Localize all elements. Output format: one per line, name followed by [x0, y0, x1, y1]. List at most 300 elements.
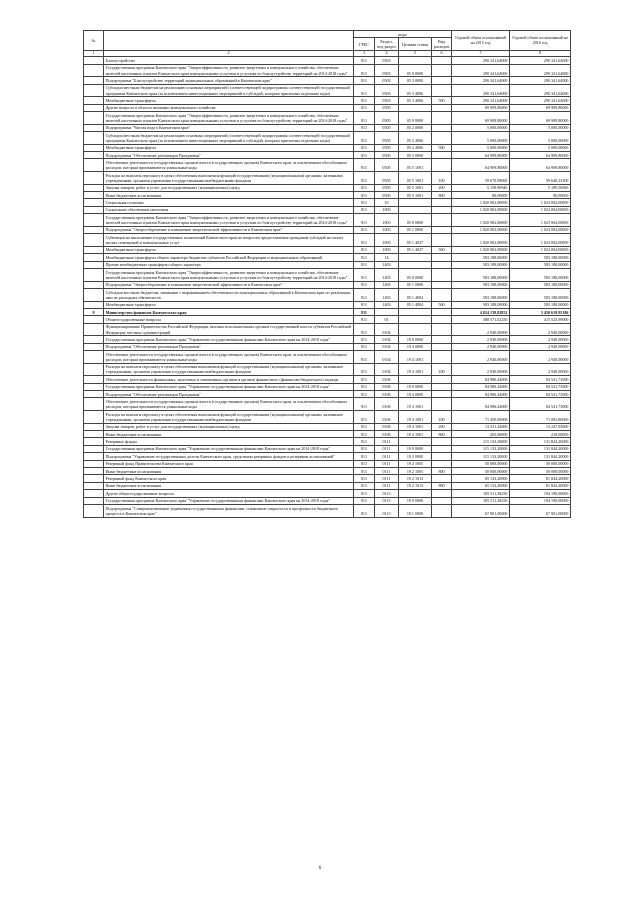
row-amount-2016: 69 909,80000: [510, 112, 571, 125]
row-amount-2015: 115 133,20000: [452, 453, 510, 460]
row-grbs: 811: [354, 254, 375, 261]
row-amount-2015: 1 020 902,00000: [452, 226, 510, 233]
row-amount-2015: 2 940,00000: [452, 351, 510, 364]
row-vid: 200: [432, 423, 452, 430]
col-2016-header: Годовой объем ассигнований на 2016 год: [510, 31, 571, 51]
row-grbs: 811: [354, 84, 375, 97]
index-cell: 6: [432, 50, 452, 56]
row-name: Прочие межбюджетные трансферты общего характера: [104, 261, 354, 268]
row-name: Подпрограмма "Обеспечение реализации Программы": [104, 343, 354, 350]
row-amount-2016: 1 023 004,00000: [510, 246, 571, 253]
row-target: 05 1 0000: [399, 281, 432, 288]
row-name: Обеспечение деятельности государственных органов власти (государственных органов) Камчатского края, за исключением обособленных расходов, которым присваиваются уникальные коды: [104, 398, 354, 411]
row-name: Другие вопросы в области жилищно-коммунального хозяйства: [104, 104, 354, 111]
table-row: [84, 308, 571, 315]
row-amount-2015: 50 000,00000: [452, 467, 510, 474]
row-razdel: 1403: [375, 261, 399, 268]
row-target: 05 1 4027: [399, 246, 432, 253]
row-vid: [432, 132, 452, 145]
row-target: [399, 57, 432, 64]
row-number: [84, 57, 104, 64]
row-target: 05 5 1001: [399, 172, 432, 185]
row-amount-2016: 1 023 004,00000: [510, 206, 571, 213]
row-number: 9: [84, 308, 104, 315]
row-razdel: 14: [375, 254, 399, 261]
budget-table-page: [83, 30, 570, 518]
row-number: [84, 64, 104, 77]
row-grbs: 811: [354, 351, 375, 364]
row-amount-2016: 583 188,00000: [510, 301, 571, 308]
row-grbs: 811: [354, 301, 375, 308]
row-vid: [432, 336, 452, 343]
row-razdel: 0505: [375, 144, 399, 151]
row-vid: [432, 152, 452, 159]
row-name: Другие общегосударственные вопросы: [104, 490, 354, 497]
row-name: Субвенции на выполнение государственных полномочий Камчатского края по вопросам предоставления гражданам субсидий на оплату жилых помещений и коммунальных услуг: [104, 234, 354, 247]
col-2015-header: Годовой объем ассигнований на 2015 год: [452, 31, 510, 51]
row-grbs: 811: [354, 206, 375, 213]
row-target: [399, 308, 432, 315]
row-vid: [432, 383, 452, 390]
table-row: [84, 288, 571, 301]
row-number: [84, 84, 104, 97]
row-grbs: 811: [354, 343, 375, 350]
table-row: [84, 497, 571, 504]
row-razdel: 0106: [375, 431, 399, 438]
table-row: [84, 77, 571, 84]
row-target: 19 2 1013: [399, 482, 432, 489]
row-name: Расходы на выплаты персоналу в целях обеспечения выполнения функций государственными (муниципальными) органами, казенными учреждениями, органами управления государственными внебюджетными фондами: [104, 172, 354, 185]
row-number: [84, 343, 104, 350]
row-name: Подпрограмма "Управление государственным долгом Камчатского края, средствами резервных фондов и резервами ассигнований": [104, 453, 354, 460]
row-vid: [432, 254, 452, 261]
row-amount-2016: 583 188,00000: [510, 254, 571, 261]
row-amount-2016: 1 023 004,00000: [510, 214, 571, 227]
row-amount-2016: 69 909,80000: [510, 104, 571, 111]
row-razdel: 0113: [375, 504, 399, 517]
table-row: [84, 438, 571, 445]
row-name: Государственная программа Камчатского края "Управление государственными финансами Камчатского края на 2014-2018 годы": [104, 445, 354, 452]
row-grbs: 811: [354, 316, 375, 323]
row-razdel: 0503: [375, 57, 399, 64]
row-grbs: 811: [354, 132, 375, 145]
table-row: [84, 172, 571, 185]
row-target: 05 1 0000: [399, 226, 432, 233]
row-target: 19 4 0000: [399, 391, 432, 398]
index-cell: 7: [452, 50, 510, 56]
row-vid: [432, 281, 452, 288]
row-vid: 200: [432, 184, 452, 191]
row-vid: [432, 268, 452, 281]
row-name: Государственная программа Камчатского края "Энергоэффективность, развитие энергетики и коммунального хозяйства, обеспечение жителей населенных пунктов Камчатского края коммунальными услугами и услугами по благоустройству территорий на 2014-2018 годы": [104, 112, 354, 125]
row-vid: [432, 234, 452, 247]
row-razdel: 1003: [375, 234, 399, 247]
row-amount-2015: 4 824 138,82852: [452, 308, 510, 315]
row-grbs: 811: [354, 438, 375, 445]
row-amount-2016: 84 541,73000: [510, 391, 571, 398]
row-amount-2015: 583 188,00000: [452, 268, 510, 281]
row-grbs: 811: [354, 376, 375, 383]
row-grbs: 811: [354, 504, 375, 517]
row-target: 19 0 0000: [399, 445, 432, 452]
row-grbs: 811: [354, 97, 375, 104]
row-name: Обеспечение деятельности государственных органов власти (государственных органов) Камчатского края, за исключением обособленных расходов, которым присваиваются уникальные коды: [104, 159, 354, 172]
row-amount-2016: 583 188,00000: [510, 281, 571, 288]
row-vid: [432, 398, 452, 411]
row-target: 19 4 1001: [399, 411, 432, 424]
row-amount-2015: 59 670,99060: [452, 172, 510, 185]
row-name: Социальная политика: [104, 199, 354, 206]
row-grbs: 811: [354, 490, 375, 497]
page-number: 6: [318, 866, 322, 871]
row-razdel: 0104: [375, 336, 399, 343]
row-vid: [432, 226, 452, 233]
row-razdel: 0505: [375, 159, 399, 172]
row-amount-2016: 290 341,64000: [510, 84, 571, 97]
row-number: [84, 124, 104, 131]
row-target: 19 1 0000: [399, 504, 432, 517]
row-number: [84, 152, 104, 159]
row-amount-2015: 185 511,38250: [452, 497, 510, 504]
row-name: Субсидии местным бюджетам на реализацию основных мероприятий (соответствующей подпрограммы соответствующей государственной программы Камчатского края (за исключением инвестиционных мероприятий и субсидий, которым присвоены отдельные коды): [104, 84, 354, 97]
row-vid: [432, 57, 452, 64]
row-target: 05 1 4004: [399, 301, 432, 308]
row-grbs: 811: [354, 77, 375, 84]
row-amount-2015: 2 940,00000: [452, 363, 510, 376]
row-name: Субсидии местным бюджетам, связанные с выравниванием обеспеченности муниципальных образований в Камчатском крае по реализации ими их расходных обязательств: [104, 288, 354, 301]
table-row: [84, 467, 571, 474]
row-number: [84, 268, 104, 281]
row-target: 05 3 0000: [399, 77, 432, 84]
row-amount-2016: 194 190,00000: [510, 490, 571, 497]
row-grbs: 811: [354, 226, 375, 233]
row-amount-2015: 2 940,00000: [452, 323, 510, 336]
row-razdel: 0104: [375, 351, 399, 364]
row-amount-2015: 69 909,80000: [452, 112, 510, 125]
row-vid: [432, 351, 452, 364]
row-razdel: 0503: [375, 84, 399, 97]
row-amount-2015: 2 940,00000: [452, 336, 510, 343]
row-razdel: 0505: [375, 192, 399, 199]
row-number: [84, 104, 104, 111]
row-amount-2015: 583 188,00000: [452, 254, 510, 261]
row-amount-2015: 67 901,00000: [452, 504, 510, 517]
row-razdel: 1403: [375, 268, 399, 281]
row-razdel: 0113: [375, 490, 399, 497]
row-amount-2016: 59 640,23100: [510, 172, 571, 185]
row-amount-2016: 2 940,00000: [510, 363, 571, 376]
row-vid: [432, 124, 452, 131]
row-amount-2016: 84 541,73000: [510, 383, 571, 390]
row-target: 19 0 0000: [399, 497, 432, 504]
row-name: Социальное обеспечение населения: [104, 206, 354, 213]
row-razdel: 01: [375, 316, 399, 323]
row-amount-2016: 290 341,64000: [510, 77, 571, 84]
row-amount-2016: 50 000,00000: [510, 460, 571, 467]
row-amount-2016: 415 525,99000: [510, 316, 571, 323]
table-header: [84, 31, 571, 57]
row-grbs: 811: [354, 152, 375, 159]
row-vid: [432, 159, 452, 172]
table-row: [84, 206, 571, 213]
row-razdel: 0111: [375, 460, 399, 467]
row-grbs: 811: [354, 336, 375, 343]
row-name: Иные бюджетные ассигнования: [104, 482, 354, 489]
row-name: Иные бюджетные ассигнования: [104, 467, 354, 474]
row-grbs: 811: [354, 172, 375, 185]
table-row: [84, 152, 571, 159]
row-grbs: 811: [354, 192, 375, 199]
row-amount-2015: 13 331,44000: [452, 423, 510, 430]
row-vid: 500: [432, 97, 452, 104]
table-row: [84, 104, 571, 111]
row-grbs: 811: [354, 144, 375, 151]
row-vid: [432, 391, 452, 398]
row-name: Расходы на выплаты персоналу в целях обеспечения выполнения функций государственными (муниципальными) органами, казенными учреждениями, органами управления государственными внебюджетными фондами: [104, 411, 354, 424]
row-grbs: 811: [354, 475, 375, 482]
row-amount-2016: 290 341,64000: [510, 64, 571, 77]
row-amount-2016: 583 188,00000: [510, 268, 571, 281]
row-target: [399, 323, 432, 336]
row-grbs: 811: [354, 261, 375, 268]
row-amount-2016: 84 541,73000: [510, 398, 571, 411]
row-amount-2016: 64 909,80000: [510, 159, 571, 172]
row-amount-2016: 81 844,20000: [510, 482, 571, 489]
table-row: [84, 84, 571, 97]
row-name: Резервные фонды: [104, 438, 354, 445]
row-amount-2015: 64 909,80000: [452, 159, 510, 172]
row-razdel: 0106: [375, 398, 399, 411]
table-row: [84, 57, 571, 64]
row-number: [84, 184, 104, 191]
row-razdel: 0111: [375, 482, 399, 489]
row-razdel: 0505: [375, 124, 399, 131]
table-row: [84, 475, 571, 482]
table-row: [84, 453, 571, 460]
row-target: 05 0 0000: [399, 214, 432, 227]
row-razdel: 1003: [375, 206, 399, 213]
row-target: 05 5 1001: [399, 184, 432, 191]
row-number: [84, 411, 104, 424]
table-row: [84, 482, 571, 489]
row-amount-2015: 115 133,20000: [452, 445, 510, 452]
table-row: [84, 490, 571, 497]
table-row: [84, 184, 571, 191]
row-amount-2016: 2 940,00000: [510, 323, 571, 336]
row-amount-2016: 210,00000: [510, 431, 571, 438]
row-target: 05 2 0000: [399, 124, 432, 131]
row-razdel: 0106: [375, 391, 399, 398]
index-cell: 2: [104, 50, 354, 56]
table-row: [84, 246, 571, 253]
row-name: Подпрограмма "Энергосбережение и повышение энергетической эффективности в Камчатском крае": [104, 281, 354, 288]
row-target: 19 2 1005: [399, 467, 432, 474]
table-row: [84, 192, 571, 199]
codes-header: коды: [354, 31, 452, 38]
row-grbs: 811: [354, 234, 375, 247]
col-num-header: №: [84, 31, 104, 51]
row-grbs: 811: [354, 308, 375, 315]
row-vid: 100: [432, 363, 452, 376]
row-vid: [432, 206, 452, 213]
row-name: Межбюджетные трансферты: [104, 246, 354, 253]
row-razdel: 0113: [375, 497, 399, 504]
row-amount-2015: 84 986,44000: [452, 383, 510, 390]
row-grbs: 811: [354, 453, 375, 460]
row-target: 19 2 0000: [399, 453, 432, 460]
row-amount-2015: 115 133,20000: [452, 438, 510, 445]
row-target: 05 3 4006: [399, 97, 432, 104]
row-target: 05 0 0000: [399, 64, 432, 77]
table-row: [84, 301, 571, 308]
row-target: [399, 376, 432, 383]
row-grbs: 811: [354, 64, 375, 77]
row-name: Подпрограмма "Благоустройство территорий муниципальных образований в Камчатском крае": [104, 77, 354, 84]
row-number: [84, 351, 104, 364]
row-number: [84, 376, 104, 383]
row-amount-2016: 583 188,00000: [510, 288, 571, 301]
row-amount-2015: 80,00000: [452, 192, 510, 199]
row-grbs: 811: [354, 467, 375, 474]
row-number: [84, 336, 104, 343]
row-target: 19 4 1001: [399, 423, 432, 430]
row-grbs: 811: [354, 363, 375, 376]
table-row: [84, 431, 571, 438]
row-amount-2016: 131 844,20000: [510, 445, 571, 452]
row-target: [399, 199, 432, 206]
table-row: [84, 383, 571, 390]
row-vid: 500: [432, 144, 452, 151]
row-target: 19 4 0000: [399, 343, 432, 350]
row-amount-2015: 69 909,80000: [452, 104, 510, 111]
row-razdel: 0104: [375, 323, 399, 336]
row-razdel: 1403: [375, 281, 399, 288]
row-name: Межбюджетные трансферты общего характера бюджетам субъектов Российской Федерации и муниципальных образований: [104, 254, 354, 261]
row-target: 19 4 1001: [399, 363, 432, 376]
row-grbs: 811: [354, 214, 375, 227]
row-amount-2015: 290 341,64000: [452, 97, 510, 104]
col-grbs-header: ГРБС: [354, 38, 375, 51]
row-name: Подпрограмма "Обеспечение реализации Программы": [104, 391, 354, 398]
row-target: [399, 261, 432, 268]
row-amount-2016: 2 940,00000: [510, 351, 571, 364]
row-target: 05 1 4027: [399, 234, 432, 247]
row-target: [399, 254, 432, 261]
row-target: [399, 438, 432, 445]
row-target: 19 4 1001: [399, 398, 432, 411]
row-amount-2015: 1 020 902,00000: [452, 246, 510, 253]
row-amount-2016: 1 023 004,00000: [510, 226, 571, 233]
row-amount-2016: 71 083,80000: [510, 411, 571, 424]
row-vid: [432, 261, 452, 268]
row-target: 19 0 0000: [399, 336, 432, 343]
row-amount-2016: 1 023 004,00000: [510, 199, 571, 206]
row-razdel: 0111: [375, 445, 399, 452]
table-row: [84, 214, 571, 227]
row-grbs: 811: [354, 288, 375, 301]
row-vid: [432, 214, 452, 227]
table-row: [84, 112, 571, 125]
row-razdel: 1403: [375, 288, 399, 301]
index-cell: 1: [84, 50, 104, 56]
row-amount-2016: 290 341,64000: [510, 97, 571, 104]
row-name: Государственная программа Камчатского края "Управление государственными финансами Камчатского края на 2014-2018 годы": [104, 383, 354, 390]
row-vid: [432, 288, 452, 301]
row-vid: 100: [432, 411, 452, 424]
row-target: 19 2 1005: [399, 460, 432, 467]
row-number: [84, 323, 104, 336]
row-amount-2015: 290 341,64000: [452, 77, 510, 84]
table-row: [84, 323, 571, 336]
row-grbs: 811: [354, 398, 375, 411]
table-row: [84, 391, 571, 398]
row-amount-2015: 84 986,44000: [452, 398, 510, 411]
table-row: [84, 351, 571, 364]
row-name: Межбюджетные трансферты: [104, 301, 354, 308]
table-row: [84, 363, 571, 376]
row-name: Обеспечение деятельности финансовых, налоговых и таможенных органов и органов финансового (финансово-бюджетного) надзора: [104, 376, 354, 383]
table-row: [84, 460, 571, 467]
row-vid: [432, 112, 452, 125]
row-target: [399, 104, 432, 111]
row-razdel: 1003: [375, 246, 399, 253]
table-row: [84, 199, 571, 206]
row-grbs: 811: [354, 423, 375, 430]
col-name-header: [104, 31, 354, 51]
row-name: Резервный фонд Камчатского края: [104, 475, 354, 482]
row-amount-2016: 64 909,80000: [510, 152, 571, 159]
row-razdel: 0505: [375, 104, 399, 111]
row-grbs: 811: [354, 323, 375, 336]
row-number: [84, 504, 104, 517]
row-name: Государственная программа Камчатского края "Управление государственными финансами Камчатского края на 2014-2018 годы": [104, 497, 354, 504]
row-number: [84, 453, 104, 460]
row-number: [84, 383, 104, 390]
row-number: [84, 423, 104, 430]
table-row: [84, 504, 571, 517]
table-row: [84, 398, 571, 411]
row-amount-2016: 290 341,64000: [510, 57, 571, 64]
row-amount-2015: 1 020 902,00000: [452, 234, 510, 247]
row-vid: [432, 104, 452, 111]
row-amount-2016: 5 000,00000: [510, 132, 571, 145]
row-name: Государственная программа Камчатского края "Управление государственными финансами Камчатского края на 2014-2018 годы": [104, 336, 354, 343]
table-row: [84, 159, 571, 172]
row-razdel: 0503: [375, 64, 399, 77]
row-amount-2015: 205,00000: [452, 431, 510, 438]
index-cell: 8: [510, 50, 571, 56]
row-vid: [432, 77, 452, 84]
row-name: Закупка товаров, работ и услуг для государственных (муниципальных) нужд: [104, 184, 354, 191]
row-amount-2015: 5 158,90940: [452, 184, 510, 191]
row-name: Государственная программа Камчатского края "Энергоэффективность, развитие энергетики и коммунального хозяйства, обеспечение жителей населенных пунктов Камчатского края коммунальными услугами и услугами по благоустройству территорий на 2014-2018 годы": [104, 64, 354, 77]
row-razdel: 0106: [375, 376, 399, 383]
row-grbs: 811: [354, 460, 375, 467]
table-row: [84, 144, 571, 151]
row-name: Государственная программа Камчатского края "Энергоэффективность, развитие энергетики и коммунального хозяйства, обеспечение жителей населенных пунктов Камчатского края коммунальными услугами и услугами по благоустройству территорий на 2014-2018 годы": [104, 214, 354, 227]
row-amount-2015: 65 133,20000: [452, 475, 510, 482]
row-amount-2015: 1 020 902,00000: [452, 199, 510, 206]
row-number: [84, 490, 104, 497]
row-target: 05 3 4006: [399, 84, 432, 97]
row-amount-2016: 194 190,00000: [510, 497, 571, 504]
row-amount-2015: 5 000,00000: [452, 132, 510, 145]
row-number: [84, 172, 104, 185]
row-name: Государственная программа Камчатского края "Энергоэффективность, развитие энергетики и коммунального хозяйства, обеспечение жителей населенных пунктов Камчатского края коммунальными услугами и услугами по благоустройству территорий на 2014-2018 годы": [104, 268, 354, 281]
table-row: [84, 234, 571, 247]
row-amount-2015: 50 000,00000: [452, 460, 510, 467]
row-razdel: 1003: [375, 226, 399, 233]
